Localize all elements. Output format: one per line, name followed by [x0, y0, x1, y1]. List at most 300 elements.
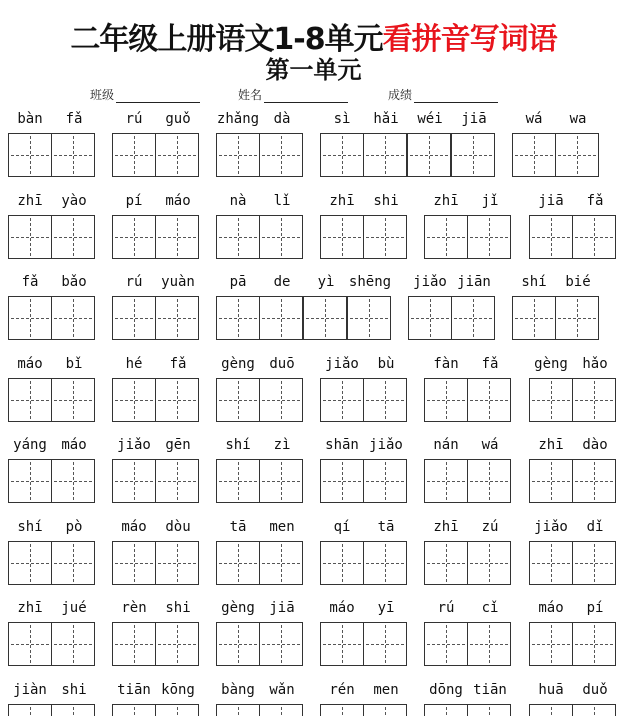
- pinyin: kōng: [161, 681, 195, 698]
- word-group: [424, 518, 512, 585]
- pinyin: shān: [325, 437, 359, 453]
- writing-cell[interactable]: [216, 378, 260, 422]
- char-slot: [468, 437, 512, 503]
- pinyin: zú: [481, 518, 499, 535]
- writing-cell[interactable]: [155, 378, 199, 422]
- char-slot: [364, 192, 408, 259]
- pinyin: tiān: [117, 681, 151, 698]
- pinyin: men: [373, 681, 399, 698]
- pinyin: gēn: [165, 437, 191, 453]
- pinyin: rú: [437, 600, 455, 616]
- writing-cell[interactable]: [451, 296, 495, 340]
- char-slot: [216, 681, 260, 716]
- writing-cell[interactable]: [216, 622, 260, 666]
- writing-cell[interactable]: [529, 622, 573, 666]
- writing-cell[interactable]: [320, 541, 364, 585]
- char-slot: [573, 600, 617, 666]
- pinyin: jiā: [269, 600, 295, 616]
- word-group: [216, 518, 304, 585]
- char-slot: [8, 437, 52, 503]
- writing-cell[interactable]: [216, 296, 260, 340]
- writing-cell[interactable]: [51, 215, 95, 259]
- pinyin: máo: [329, 600, 355, 616]
- writing-cell[interactable]: [424, 459, 468, 503]
- writing-cell[interactable]: [216, 133, 260, 177]
- word-group: [112, 355, 200, 422]
- pinyin: cǐ: [481, 600, 499, 616]
- pinyin: dǐ: [586, 518, 604, 535]
- writing-cell[interactable]: [259, 704, 303, 716]
- pinyin: máo: [121, 518, 147, 535]
- writing-cell[interactable]: [320, 622, 364, 666]
- pinyin: fǎ: [169, 355, 187, 372]
- char-slot: [512, 274, 556, 340]
- char-slot: [216, 600, 260, 666]
- char-slot: [52, 437, 96, 503]
- char-slot: [112, 681, 156, 716]
- pinyin: máo: [538, 600, 564, 616]
- char-slot: [260, 274, 304, 340]
- pinyin: gèng: [534, 355, 568, 372]
- pinyin: zhī: [433, 518, 459, 535]
- writing-cell[interactable]: [320, 215, 364, 259]
- char-slot: [320, 681, 364, 716]
- pinyin: pò: [65, 518, 83, 535]
- char-slot: [320, 355, 364, 422]
- writing-cell[interactable]: [363, 133, 407, 177]
- pinyin: shi: [165, 600, 191, 616]
- pinyin: fǎ: [586, 192, 604, 209]
- word-group: [112, 518, 200, 585]
- writing-cell[interactable]: [112, 622, 156, 666]
- pinyin: zhī: [17, 192, 43, 209]
- writing-cell[interactable]: [529, 704, 573, 716]
- writing-cell[interactable]: [259, 378, 303, 422]
- word-group: [320, 518, 408, 585]
- pinyin: zhī: [538, 437, 564, 453]
- pinyin: jiàn: [13, 681, 47, 698]
- writing-cell[interactable]: [259, 133, 303, 177]
- writing-cell[interactable]: [424, 622, 468, 666]
- char-slot: [52, 192, 96, 259]
- char-slot: [452, 111, 496, 177]
- char-slot: [52, 681, 96, 716]
- writing-cell[interactable]: [512, 133, 556, 177]
- char-slot: [320, 518, 364, 585]
- char-slot: [364, 355, 408, 422]
- char-slot: [320, 192, 364, 259]
- writing-cell[interactable]: [216, 704, 260, 716]
- char-slot: [112, 518, 156, 585]
- char-slot: [260, 437, 304, 503]
- writing-cell[interactable]: [8, 459, 52, 503]
- writing-cell[interactable]: [467, 704, 511, 716]
- char-slot: [156, 600, 200, 666]
- writing-cell[interactable]: [8, 215, 52, 259]
- word-group: [216, 111, 304, 177]
- pinyin: rén: [329, 681, 355, 698]
- class-line[interactable]: [116, 90, 200, 103]
- writing-cell[interactable]: [572, 459, 616, 503]
- char-slot: [216, 111, 260, 177]
- pinyin: fàn: [433, 355, 459, 372]
- char-slot: [8, 518, 52, 585]
- char-slot: [216, 192, 260, 259]
- char-slot: [408, 274, 452, 340]
- char-slot: [216, 437, 260, 503]
- writing-cell[interactable]: [572, 215, 616, 259]
- pinyin: tā: [229, 518, 247, 535]
- writing-cell[interactable]: [155, 622, 199, 666]
- word-group: [512, 111, 600, 177]
- writing-cell[interactable]: [467, 215, 511, 259]
- pinyin: dào: [582, 437, 608, 453]
- writing-cell[interactable]: [424, 704, 468, 716]
- pinyin: dōng: [429, 681, 463, 698]
- writing-cell[interactable]: [451, 133, 495, 177]
- pinyin: yuàn: [161, 274, 195, 290]
- word-group: [216, 274, 392, 340]
- writing-cell[interactable]: [112, 459, 156, 503]
- pinyin: tiān: [473, 681, 507, 698]
- writing-cell[interactable]: [216, 215, 260, 259]
- pinyin: huā: [538, 681, 564, 698]
- pinyin: bǎo: [61, 274, 87, 290]
- char-slot: [556, 274, 600, 340]
- pinyin: pí: [125, 192, 143, 209]
- pinyin: jǐ: [481, 192, 499, 209]
- writing-cell[interactable]: [155, 296, 199, 340]
- pinyin: jué: [61, 600, 87, 616]
- name-label: 姓名: [238, 88, 263, 102]
- word-group: [320, 681, 408, 716]
- char-slot: [8, 600, 52, 666]
- word-group: [512, 274, 600, 340]
- pinyin: nán: [433, 437, 459, 453]
- writing-cell[interactable]: [8, 133, 52, 177]
- writing-cell[interactable]: [529, 541, 573, 585]
- word-group: [8, 274, 96, 340]
- pinyin: shí: [17, 518, 43, 535]
- writing-cell[interactable]: [259, 296, 303, 340]
- unit-subtitle: 第一单元: [265, 56, 362, 84]
- writing-cell[interactable]: [155, 459, 199, 503]
- writing-cell[interactable]: [112, 296, 156, 340]
- pinyin: tā: [377, 518, 395, 535]
- writing-cell[interactable]: [51, 378, 95, 422]
- char-slot: [573, 518, 617, 585]
- char-slot: [320, 437, 364, 503]
- writing-cell[interactable]: [259, 459, 303, 503]
- pinyin: zhī: [329, 192, 355, 209]
- pinyin: yì: [317, 274, 335, 290]
- char-slot: [112, 111, 156, 177]
- pinyin: rú: [125, 274, 143, 290]
- pinyin: zhǎng: [216, 111, 260, 127]
- name-field[interactable]: [238, 86, 348, 103]
- char-slot: [260, 111, 304, 177]
- writing-cell[interactable]: [320, 378, 364, 422]
- word-group: [216, 355, 304, 422]
- pinyin: jiā: [538, 192, 564, 209]
- writing-cell[interactable]: [320, 133, 364, 177]
- word-group: [112, 111, 200, 177]
- word-group: [529, 355, 617, 422]
- char-slot: [8, 355, 52, 422]
- char-slot: [156, 518, 200, 585]
- char-slot: [468, 355, 512, 422]
- word-group: [216, 192, 304, 259]
- pinyin: jiǎo: [117, 437, 151, 453]
- pinyin: máo: [17, 355, 43, 372]
- pinyin: wá: [525, 111, 543, 127]
- writing-cell[interactable]: [51, 459, 95, 503]
- pinyin: jiǎo: [534, 518, 568, 535]
- writing-cell[interactable]: [363, 541, 407, 585]
- writing-cell[interactable]: [112, 541, 156, 585]
- pinyin: qí: [333, 518, 351, 535]
- writing-cell[interactable]: [363, 378, 407, 422]
- char-slot: [8, 274, 52, 340]
- pinyin: shí: [521, 274, 547, 290]
- name-line[interactable]: [264, 90, 348, 103]
- word-group: [529, 600, 617, 666]
- class-field[interactable]: [90, 86, 200, 103]
- char-slot: [364, 437, 408, 503]
- word-group: [424, 192, 512, 259]
- pinyin: shi: [373, 192, 399, 209]
- writing-cell[interactable]: [529, 378, 573, 422]
- writing-cell[interactable]: [112, 215, 156, 259]
- writing-cell[interactable]: [407, 133, 451, 177]
- writing-cell[interactable]: [320, 459, 364, 503]
- word-group: [112, 274, 200, 340]
- writing-cell[interactable]: [363, 622, 407, 666]
- char-slot: [112, 355, 156, 422]
- char-slot: [424, 192, 468, 259]
- writing-cell[interactable]: [112, 378, 156, 422]
- writing-cell[interactable]: [529, 215, 573, 259]
- writing-cell[interactable]: [424, 215, 468, 259]
- char-slot: [8, 192, 52, 259]
- writing-cell[interactable]: [467, 622, 511, 666]
- word-group: [529, 681, 617, 716]
- writing-cell[interactable]: [512, 296, 556, 340]
- pinyin: wá: [481, 437, 499, 453]
- writing-cell[interactable]: [8, 704, 52, 716]
- writing-cell[interactable]: [155, 133, 199, 177]
- pinyin: bǐ: [65, 355, 83, 372]
- pinyin: hǎo: [582, 355, 608, 372]
- char-slot: [52, 600, 96, 666]
- pinyin: dòu: [165, 518, 191, 535]
- word-group: [320, 437, 408, 503]
- word-group: [320, 355, 408, 422]
- word-group: [216, 681, 304, 716]
- char-slot: [364, 600, 408, 666]
- char-slot: [216, 518, 260, 585]
- char-slot: [52, 111, 96, 177]
- writing-cell[interactable]: [572, 378, 616, 422]
- char-slot: [8, 681, 52, 716]
- word-group: [8, 518, 96, 585]
- writing-cell[interactable]: [363, 704, 407, 716]
- pinyin: shi: [61, 681, 87, 698]
- pinyin: wéi: [417, 111, 443, 127]
- word-group: [112, 681, 200, 716]
- writing-cell[interactable]: [467, 459, 511, 503]
- pinyin: zhī: [17, 600, 43, 616]
- char-slot: [52, 355, 96, 422]
- writing-cell[interactable]: [572, 622, 616, 666]
- word-group: [8, 437, 96, 503]
- char-slot: [468, 600, 512, 666]
- char-slot: [156, 111, 200, 177]
- writing-cell[interactable]: [51, 704, 95, 716]
- char-slot: [112, 600, 156, 666]
- char-slot: [556, 111, 600, 177]
- pinyin: jiǎo: [325, 355, 359, 372]
- pinyin: máo: [165, 192, 191, 209]
- word-group: [8, 681, 96, 716]
- writing-cell[interactable]: [216, 541, 260, 585]
- writing-cell[interactable]: [51, 541, 95, 585]
- writing-cell[interactable]: [216, 459, 260, 503]
- pinyin: rèn: [121, 600, 147, 616]
- pinyin: men: [269, 518, 295, 535]
- char-slot: [216, 274, 260, 340]
- pinyin: fǎ: [65, 111, 83, 127]
- writing-cell[interactable]: [320, 704, 364, 716]
- writing-cell[interactable]: [8, 378, 52, 422]
- writing-cell[interactable]: [555, 133, 599, 177]
- char-slot: [408, 111, 452, 177]
- word-group: [424, 355, 512, 422]
- char-slot: [468, 192, 512, 259]
- word-group: [408, 274, 496, 340]
- char-slot: [260, 192, 304, 259]
- pinyin: jiān: [457, 274, 491, 290]
- writing-cell[interactable]: [572, 704, 616, 716]
- pinyin: sì: [333, 111, 351, 127]
- char-slot: [112, 274, 156, 340]
- char-slot: [156, 192, 200, 259]
- writing-cell[interactable]: [155, 541, 199, 585]
- writing-cell[interactable]: [572, 541, 616, 585]
- pinyin: fǎ: [21, 274, 39, 290]
- writing-cell[interactable]: [51, 622, 95, 666]
- char-slot: [260, 681, 304, 716]
- word-group: [112, 600, 200, 666]
- word-group: [529, 437, 617, 503]
- pinyin: zhī: [433, 192, 459, 209]
- char-slot: [573, 681, 617, 716]
- score-field[interactable]: [388, 86, 498, 103]
- writing-cell[interactable]: [51, 296, 95, 340]
- char-slot: [112, 437, 156, 503]
- writing-cell[interactable]: [467, 541, 511, 585]
- writing-cell[interactable]: [424, 541, 468, 585]
- pinyin: de: [273, 274, 291, 290]
- writing-cell[interactable]: [112, 704, 156, 716]
- pinyin: guǒ: [165, 111, 191, 127]
- writing-cell[interactable]: [8, 622, 52, 666]
- writing-cell[interactable]: [51, 133, 95, 177]
- writing-cell[interactable]: [529, 459, 573, 503]
- writing-cell[interactable]: [259, 541, 303, 585]
- char-slot: [529, 192, 573, 259]
- writing-cell[interactable]: [424, 378, 468, 422]
- char-slot: [424, 600, 468, 666]
- pinyin: bù: [377, 355, 395, 372]
- pinyin: bàng: [221, 681, 255, 698]
- word-group: [8, 600, 96, 666]
- char-slot: [573, 355, 617, 422]
- pinyin: shēng: [348, 274, 392, 290]
- char-slot: [112, 192, 156, 259]
- score-line[interactable]: [414, 90, 498, 103]
- char-slot: [52, 518, 96, 585]
- writing-cell[interactable]: [347, 296, 391, 340]
- pinyin: nà: [229, 192, 247, 209]
- char-slot: [512, 111, 556, 177]
- pinyin: pí: [586, 600, 604, 616]
- word-group: [320, 111, 496, 177]
- char-slot: [529, 681, 573, 716]
- word-group: [320, 192, 408, 259]
- pinyin: lǐ: [273, 192, 291, 209]
- pinyin: jiā: [461, 111, 487, 127]
- pinyin: zì: [273, 437, 291, 453]
- writing-cell[interactable]: [8, 541, 52, 585]
- char-slot: [529, 518, 573, 585]
- writing-cell[interactable]: [303, 296, 347, 340]
- word-group: [424, 600, 512, 666]
- char-slot: [260, 355, 304, 422]
- pinyin: hé: [125, 355, 143, 372]
- char-slot: [529, 437, 573, 503]
- pinyin: duǒ: [582, 681, 608, 698]
- char-slot: [424, 681, 468, 716]
- writing-cell[interactable]: [8, 296, 52, 340]
- title-red: 看拼音写词语: [382, 22, 557, 57]
- writing-cell[interactable]: [467, 378, 511, 422]
- word-group: [8, 355, 96, 422]
- pinyin: dà: [273, 111, 291, 127]
- writing-cell[interactable]: [155, 704, 199, 716]
- writing-cell[interactable]: [259, 215, 303, 259]
- word-group: [112, 192, 200, 259]
- char-slot: [424, 518, 468, 585]
- writing-cell[interactable]: [155, 215, 199, 259]
- pinyin: pā: [229, 274, 247, 290]
- pinyin: shí: [225, 437, 251, 453]
- writing-cell[interactable]: [363, 215, 407, 259]
- writing-cell[interactable]: [408, 296, 452, 340]
- char-slot: [364, 111, 408, 177]
- pinyin: jiǎo: [369, 437, 403, 453]
- writing-cell[interactable]: [259, 622, 303, 666]
- pinyin: wa: [569, 111, 587, 127]
- char-slot: [348, 274, 392, 340]
- writing-cell[interactable]: [555, 296, 599, 340]
- char-slot: [468, 518, 512, 585]
- writing-cell[interactable]: [112, 133, 156, 177]
- char-slot: [52, 274, 96, 340]
- writing-cell[interactable]: [363, 459, 407, 503]
- char-slot: [320, 111, 364, 177]
- title-black: 二年级上册语文1-8单元: [70, 22, 383, 57]
